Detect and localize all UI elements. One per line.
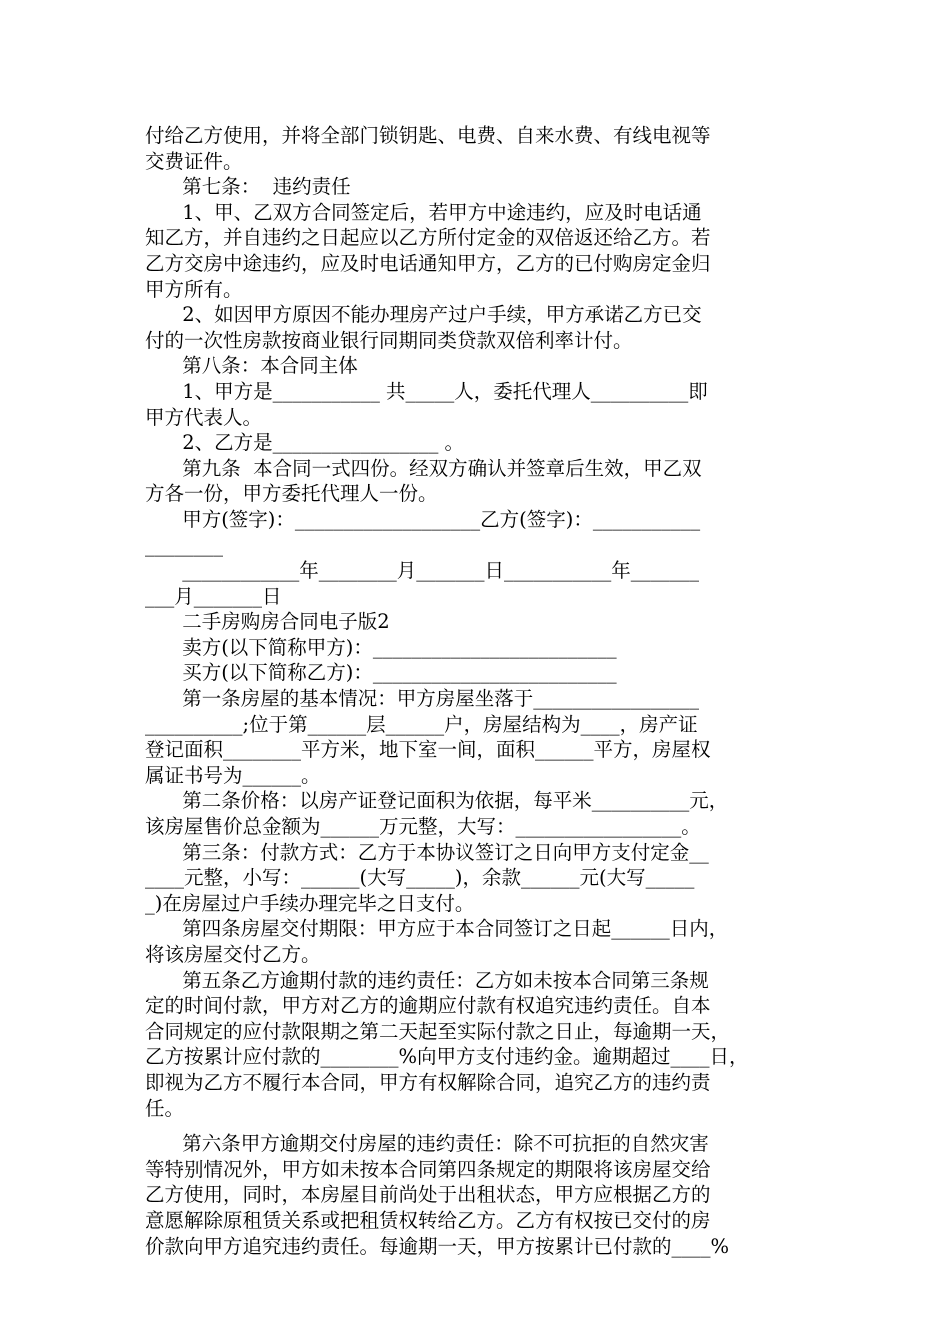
text-line: 知乙方，并自违约之日起应以乙方所付定金的双倍返还给乙方。若 — [145, 226, 711, 250]
text-line: 等特别情况外，甲方如未按本合同第四条规定的期限将该房屋交给 — [145, 1157, 711, 1181]
text-line: 第四条房屋交付期限：甲方应于本合同签订之日起______日内， — [145, 917, 729, 941]
text-line: 定的时间付款，甲方对乙方的逾期应付款有权追究违约责任。自本 — [145, 994, 711, 1018]
text-line: 属证书号为______。 — [145, 763, 321, 787]
text-line: 2、乙方是_________________ 。 — [145, 431, 465, 455]
signature-line: ________ — [145, 533, 223, 557]
text-line: 乙方按累计应付款的________%向甲方支付违约金。逾期超过____日， — [145, 1045, 749, 1069]
text-line: 乙方使用，同时，本房屋目前尚处于出租状态，甲方应根据乙方的 — [145, 1183, 711, 1207]
text-line: 付的一次性房款按商业银行同期同类贷款双倍利率计付。 — [145, 328, 633, 352]
text-line: 第五条乙方逾期付款的违约责任：乙方如未按本合同第三条规 — [145, 968, 709, 992]
text-line: 方各一份，甲方委托代理人一份。 — [145, 482, 438, 506]
text-line: 任。 — [145, 1096, 185, 1120]
text-line: 2、如因甲方原因不能办理房产过户手续，甲方承诺乙方已交 — [145, 303, 702, 327]
signature-line: 甲方(签字)：___________________乙方(签字)：___________ — [145, 507, 701, 531]
text-line: __________;位于第______层______户，房屋结构为____，房产证 — [145, 712, 698, 736]
text-line: 价款向甲方追究违约责任。每逾期一天，甲方按累计已付款的____% — [145, 1234, 730, 1258]
text-line: 甲方代表人。 — [145, 405, 263, 429]
date-line: ____________年________月_______日___________年_______ — [145, 559, 699, 583]
text-line: 即视为乙方不履行本合同，甲方有权解除合同，追究乙方的违约责 — [145, 1070, 711, 1094]
date-line: ___月_______日 — [145, 584, 282, 608]
section-heading: 第七条： 违约责任 — [145, 175, 351, 199]
text-line: 甲方所有。 — [145, 277, 243, 301]
paragraph-gap — [145, 1121, 815, 1131]
text-line: 第二条价格：以房产证登记面积为依据，每平米__________元， — [145, 789, 729, 813]
text-line: 将该房屋交付乙方。 — [145, 943, 321, 966]
text-line: 交费证件。 — [145, 149, 243, 173]
text-line: 第九条 本合同一式四份。经双方确认并签章后生效，甲乙双 — [145, 456, 702, 480]
text-line: 意愿解除原租赁关系或把租赁权转给乙方。乙方有权按已交付的房 — [145, 1208, 711, 1232]
text-line: 第一条房屋的基本情况：甲方房屋坐落于_________________ — [145, 687, 699, 711]
buyer-line: 买方(以下简称乙方)：_________________________ — [145, 661, 617, 685]
text-line: ____元整，小写：______(大写_____)，余款______元(大写_____ — [145, 866, 695, 890]
text-line: 付给乙方使用，并将全部门锁钥匙、电费、自来水费、有线电视等 — [145, 124, 711, 147]
document-title: 二手房购房合同电子版2 — [145, 610, 390, 634]
section-heading: 第八条：本合同主体 — [145, 354, 358, 378]
text-line: 登记面积________平方米，地下室一间，面积______平方，房屋权 — [145, 738, 711, 762]
text-line: _)在房屋过户手续办理完毕之日支付。 — [145, 891, 475, 915]
text-line: 合同规定的应付款限期之第二天起至实际付款之日止，每逾期一天， — [145, 1019, 731, 1043]
text-line: 该房屋售价总金额为______万元整，大写：_________________。 — [145, 815, 701, 839]
seller-line: 卖方(以下简称甲方)：_________________________ — [145, 635, 617, 659]
text-line: 第六条甲方逾期交付房屋的违约责任：除不可抗拒的自然灾害 — [145, 1132, 709, 1156]
text-line: 乙方交房中途违约，应及时电话通知甲方，乙方的已付购房定金归 — [145, 251, 711, 275]
document-page — [145, 123, 815, 1259]
text-line: 1、甲、乙双方合同签定后，若甲方中途违约，应及时电话通 — [145, 200, 702, 224]
text-line: 第三条：付款方式：乙方于本协议签订之日向甲方支付定金__ — [145, 840, 709, 864]
text-line: 1、甲方是___________ 共_____人，委托代理人__________即 — [145, 379, 708, 403]
